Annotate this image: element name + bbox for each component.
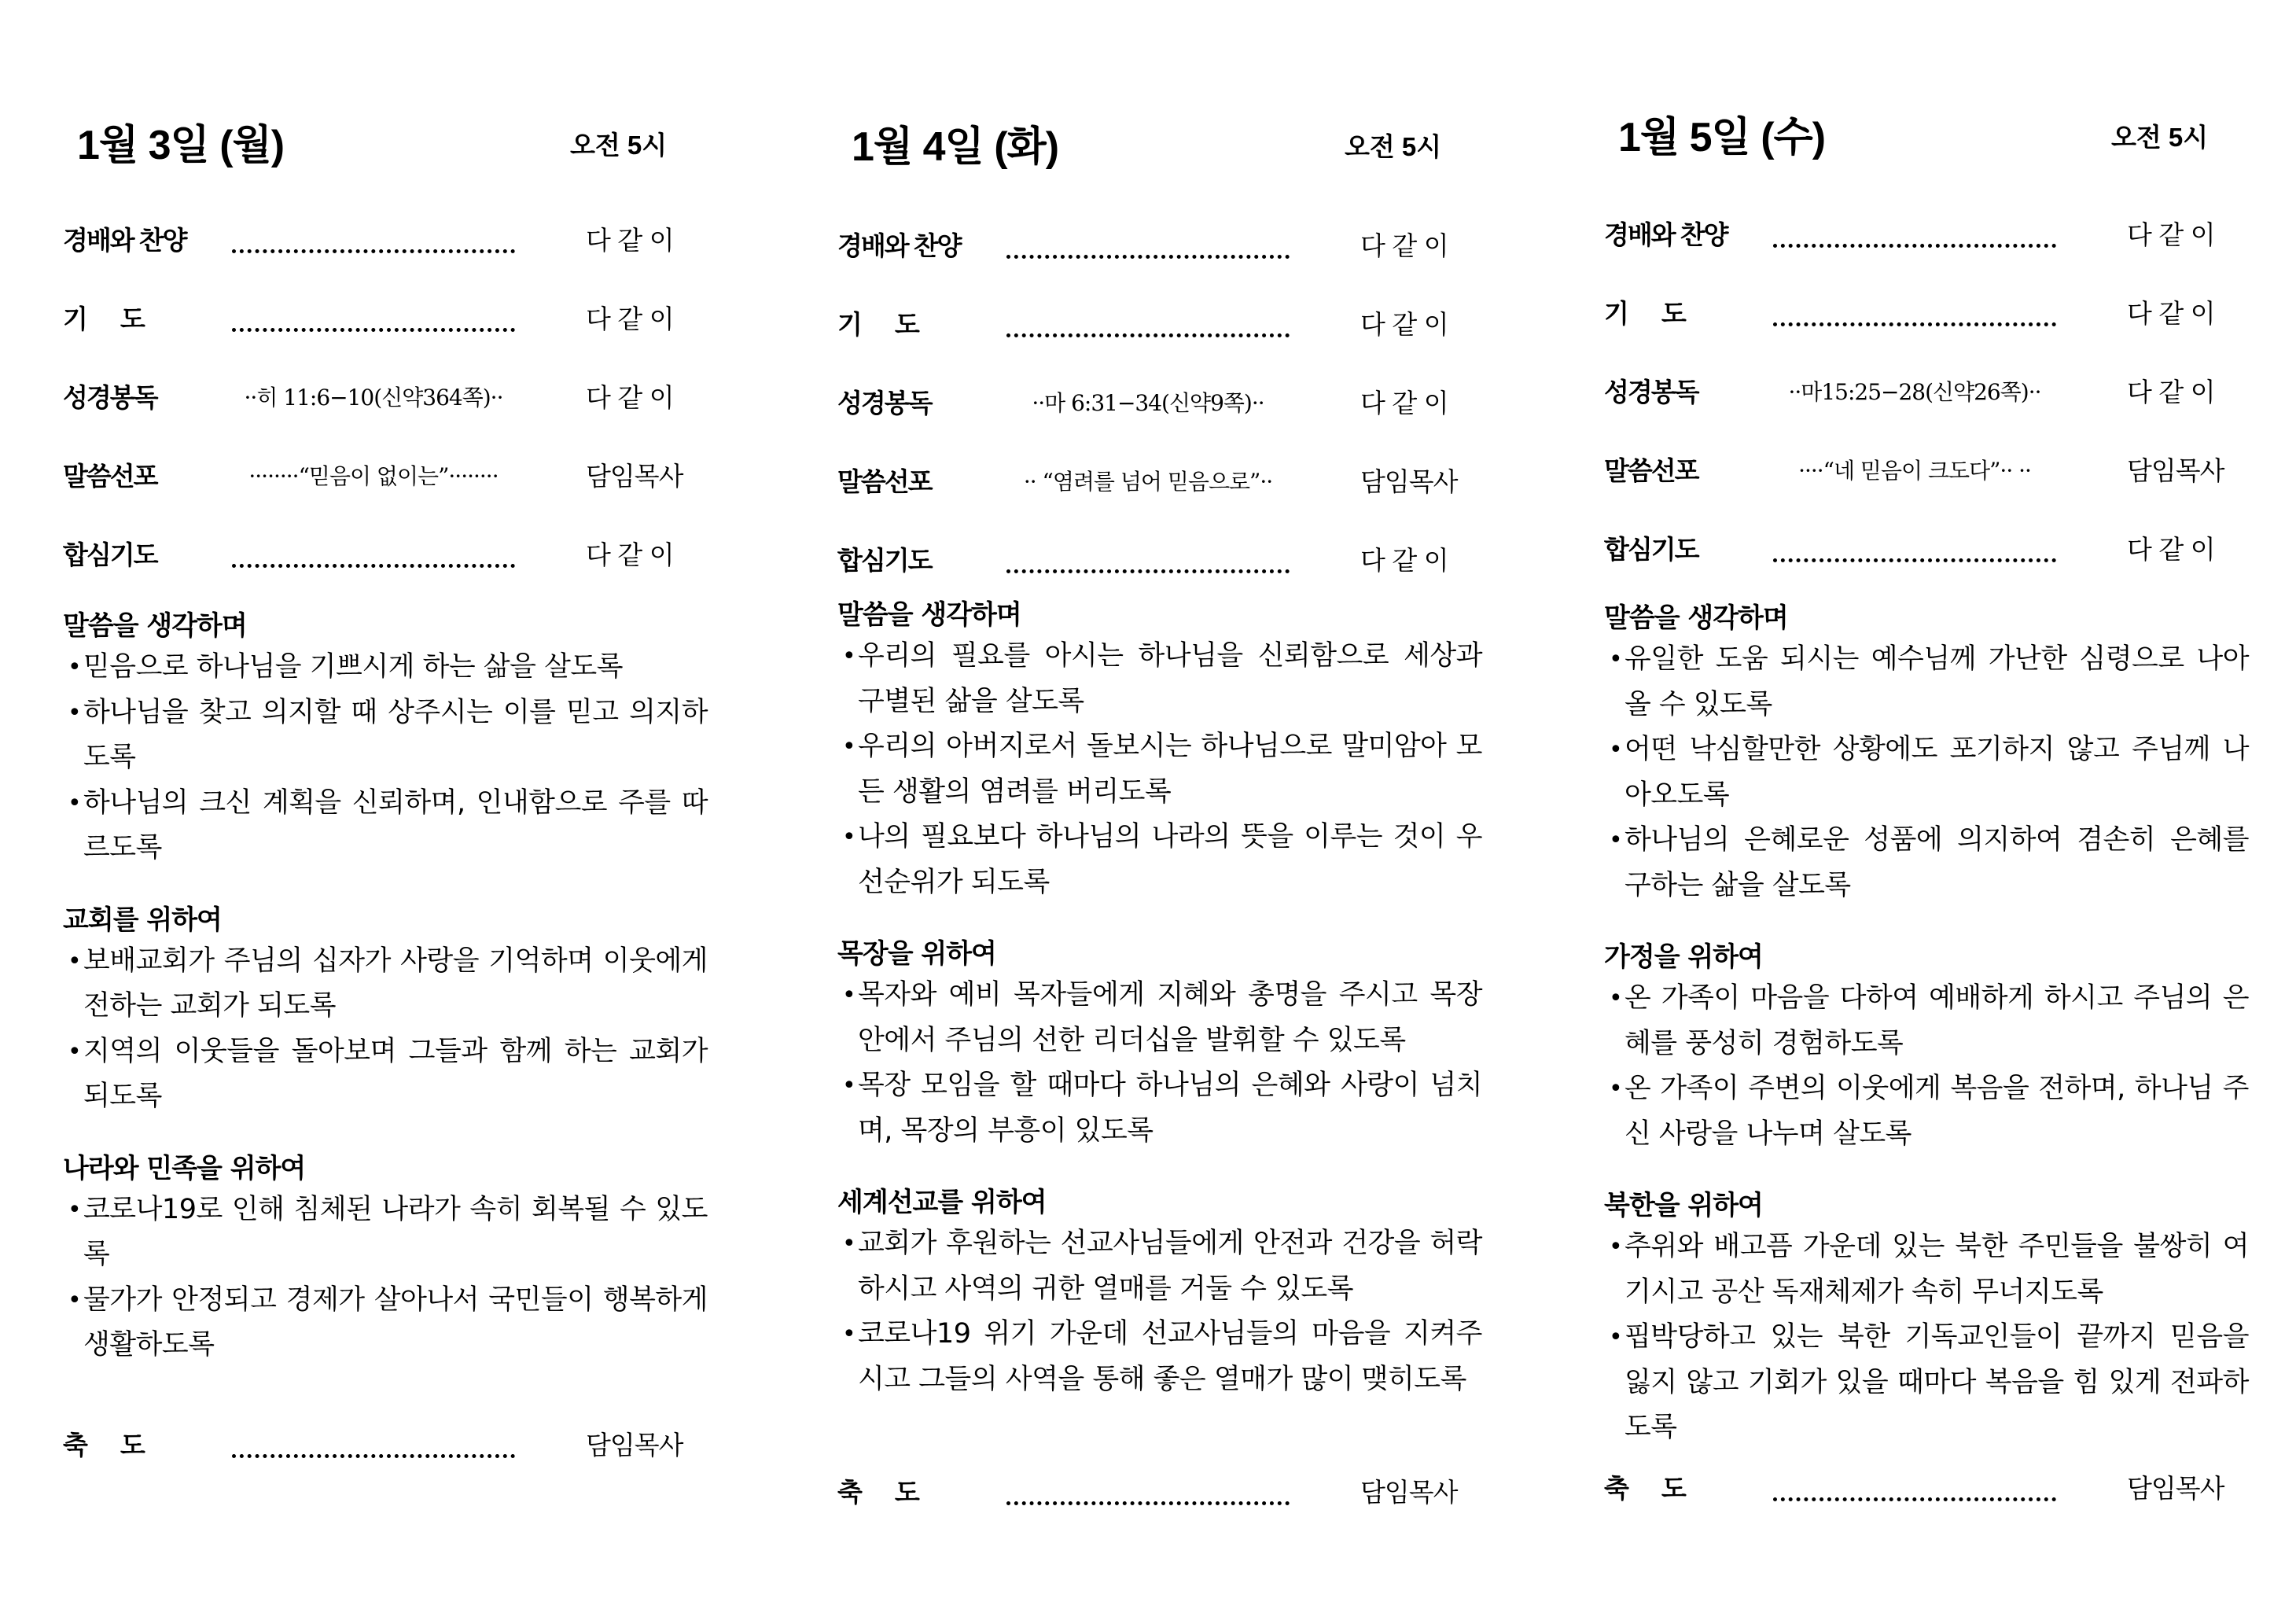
order-row-prayer (63, 301, 708, 380)
prayer-item: • 온 가족이 마음을 다하여 예배하게 하시고 주님의 은혜를 풍성히 경험하도록 (1604, 976, 2249, 1066)
bullet-icon: • (842, 643, 856, 670)
prayer-item: • 코로나19로 인해 침체된 나라가 속히 회복될 수 있도록 (63, 1188, 708, 1278)
day-title: 1월 5일 (수) (1618, 115, 1826, 160)
order-leader-name: 다 같 이 (2127, 534, 2215, 565)
order-leader-name: 다 같 이 (586, 225, 674, 256)
bullet-icon: • (68, 698, 82, 727)
section-family (1604, 938, 2249, 1157)
order-leader-name: 다 같 이 (2127, 219, 2215, 250)
service-time: 오전 5시 (2111, 123, 2209, 152)
section-title: 세계선교를 위하여 (837, 1187, 1047, 1218)
prayer-item: • 하나님의 크신 계획을 신뢰하며, 인내함으로 주를 따르도록 (63, 781, 708, 871)
worship-order (63, 223, 708, 616)
prayer-item: • 물가가 안정되고 경제가 살아나서 국민들이 행복하게 생활하도록 (63, 1278, 708, 1368)
service-time: 오전 5시 (1345, 132, 1442, 161)
order-leader-name: 다 같 이 (586, 539, 674, 570)
order-row-prayer (837, 307, 1482, 385)
order-row-scripture (63, 380, 708, 458)
order-leader-name: 담임목사 (2127, 1473, 2224, 1504)
order-row-scripture (1604, 374, 2249, 453)
order-label: 합심기도 (1604, 535, 1698, 564)
prayer-item: • 핍박당하고 있는 북한 기독교인들이 끝까지 믿음을 잃지 않고 기회가 있을 때마다 복음을 힘 있게 전파하도록 (1604, 1315, 2249, 1451)
order-leader-name: 다 같 이 (1360, 309, 1448, 340)
sermon-title: ·· “염려를 넘어 믿음으로”·· (1023, 469, 1273, 495)
sermon-title: ····“네 믿음이 크도다”·· ·· (1798, 458, 2031, 484)
order-label: 성경봉독 (837, 389, 932, 418)
order-label: 경배와 찬양 (837, 231, 961, 260)
prayer-sections (1604, 599, 2249, 1481)
order-row-worship (63, 223, 708, 301)
bullet-icon: • (1609, 1075, 1623, 1103)
section-meditation (837, 596, 1482, 905)
bullet-icon: • (842, 1320, 856, 1348)
bullet-icon: • (68, 1195, 82, 1224)
order-label: 말씀선포 (1604, 456, 1698, 485)
order-label: 기 도 (63, 304, 144, 333)
bullet-icon: • (68, 947, 82, 975)
section-cell-group (837, 935, 1482, 1154)
order-row-scripture (837, 385, 1482, 464)
prayer-item: • 코로나19 위기 가운데 선교사님들의 마음을 지켜주시고 그들의 사역을 통해 좋은 열매가 많이 맺히도록 (837, 1312, 1482, 1402)
day-header (1604, 110, 2249, 165)
scripture-reference: ··히 11:6−10(신약364쪽)·· (244, 385, 503, 411)
dotted-leader (1006, 549, 1290, 573)
bullet-icon: • (68, 654, 82, 681)
prayer-item: • 교회가 후원하는 선교사님들에게 안전과 건강을 허락하시고 사역의 귀한 열매를 거둘 수 있도록 (837, 1221, 1482, 1312)
order-label: 말씀선포 (837, 467, 932, 496)
order-label: 경배와 찬양 (63, 226, 186, 255)
section-title: 나라와 민족을 위하여 (63, 1152, 306, 1184)
order-leader-name: 다 같 이 (1360, 388, 1448, 418)
order-label: 축 도 (63, 1431, 144, 1460)
section-meditation (1604, 599, 2249, 908)
order-row-sermon (63, 458, 708, 537)
order-row-prayer (1604, 296, 2249, 374)
section-title: 가정을 위하여 (1604, 941, 1763, 973)
scripture-reference: ··마 6:31−34(신약9쪽)·· (1032, 390, 1264, 416)
order-row-worship (837, 228, 1482, 307)
order-label: 기 도 (1604, 299, 1685, 328)
worship-order (837, 228, 1482, 621)
prayer-item: • 지역의 이웃들을 돌아보며 그들과 함께 하는 교회가 되도록 (63, 1029, 708, 1120)
prayer-item: • 우리의 아버지로서 돌보시는 하나님으로 말미암아 모든 생활의 염려를 버리도록 (837, 724, 1482, 815)
order-label: 성경봉독 (63, 383, 157, 412)
bullet-icon: • (842, 1230, 856, 1258)
dotted-leader (1006, 313, 1290, 337)
section-title: 말씀을 생각하며 (1604, 602, 1788, 634)
section-meditation (63, 607, 708, 871)
service-time: 오전 5시 (570, 131, 668, 160)
order-label: 말씀선포 (63, 462, 157, 491)
bullet-icon: • (842, 981, 856, 1009)
order-row-group-prayer (63, 537, 708, 616)
order-row-benediction (1604, 1471, 2249, 1510)
bullet-icon: • (1609, 1324, 1623, 1351)
order-label: 축 도 (1604, 1474, 1685, 1503)
prayer-item: • 온 가족이 주변의 이웃에게 복음을 전하며, 하나님 주신 사랑을 나누며 살도록 (1604, 1066, 2249, 1157)
order-leader-name: 담임목사 (586, 461, 683, 492)
prayer-item: • 믿음으로 하나님을 기쁘시게 하는 삶을 살도록 (63, 645, 708, 690)
dotted-leader (1773, 223, 2056, 248)
day-header (837, 120, 1482, 175)
order-leader-name: 다 같 이 (1360, 230, 1448, 261)
sermon-title: ········“믿음이 없이는”········ (248, 463, 499, 489)
bullet-icon: • (1609, 985, 1623, 1012)
prayer-item: • 목자와 예비 목자들에게 지혜와 총명을 주시고 목장 안에서 주님의 선한 리더십을 발휘할 수 있도록 (837, 973, 1482, 1063)
dotted-leader (232, 543, 515, 568)
bullet-icon: • (842, 733, 856, 760)
order-label: 성경봉독 (1604, 377, 1698, 407)
section-title: 교회를 위하여 (63, 904, 222, 936)
bullet-icon: • (1609, 646, 1623, 673)
order-leader-name: 담임목사 (2127, 455, 2224, 486)
dotted-leader (1006, 1481, 1290, 1505)
order-row-sermon (837, 464, 1482, 543)
prayer-item: • 목장 모임을 할 때마다 하나님의 은혜와 사랑이 넘치며, 목장의 부흥이 있도록 (837, 1063, 1482, 1154)
section-church (63, 901, 708, 1120)
order-leader-name: 다 같 이 (2127, 377, 2215, 407)
order-leader-name: 다 같 이 (586, 382, 674, 413)
order-label: 기 도 (837, 310, 918, 339)
bullet-icon: • (842, 1072, 856, 1099)
order-label: 축 도 (837, 1478, 918, 1507)
day-title: 1월 3일 (월) (77, 123, 285, 168)
bullet-icon: • (1609, 1233, 1623, 1261)
section-nation (63, 1150, 708, 1368)
prayer-sections (837, 596, 1482, 1432)
bullet-icon: • (68, 789, 82, 817)
prayer-item: • 어떤 낙심할만한 상황에도 포기하지 않고 주님께 나아오도록 (1604, 727, 2249, 818)
bullet-icon: • (68, 1037, 82, 1066)
bullet-icon: • (1609, 736, 1623, 764)
dotted-leader (1773, 1477, 2056, 1501)
order-leader-name: 담임목사 (586, 1430, 683, 1460)
prayer-item: • 하나님을 찾고 의지할 때 상주시는 이를 믿고 의지하도록 (63, 690, 708, 781)
order-label: 합심기도 (837, 546, 932, 575)
day-header (63, 118, 708, 173)
section-title: 말씀을 생각하며 (63, 610, 247, 642)
bullet-icon: • (842, 823, 856, 851)
order-row-benediction (63, 1427, 708, 1467)
dotted-leader (1773, 302, 2056, 326)
order-row-benediction (837, 1475, 1482, 1514)
order-row-sermon (1604, 453, 2249, 532)
day-column-jan-4 (837, 0, 1482, 1624)
order-leader-name: 담임목사 (1360, 466, 1458, 497)
order-row-worship (1604, 217, 2249, 296)
order-leader-name: 담임목사 (1360, 1477, 1458, 1508)
dotted-leader (232, 307, 515, 332)
dotted-leader (232, 229, 515, 253)
day-column-jan-3 (63, 0, 708, 1624)
bullet-icon: • (1609, 827, 1623, 854)
bullet-icon: • (68, 1286, 82, 1314)
prayer-sections (63, 607, 708, 1398)
prayer-item: • 유일한 도움 되시는 예수님께 가난한 심령으로 나아올 수 있도록 (1604, 637, 2249, 727)
scripture-reference: ··마15:25−28(신약26쪽)·· (1788, 379, 2041, 405)
order-row-group-prayer (1604, 532, 2249, 610)
order-label: 경배와 찬양 (1604, 220, 1728, 249)
order-leader-name: 다 같 이 (1360, 545, 1448, 576)
dotted-leader (1773, 538, 2056, 562)
section-title: 북한을 위하여 (1604, 1190, 1763, 1221)
dotted-leader (1006, 234, 1290, 259)
section-north-korea (1604, 1187, 2249, 1451)
prayer-item: • 나의 필요보다 하나님의 나라의 뜻을 이루는 것이 우선순위가 되도록 (837, 815, 1482, 905)
day-title: 1월 4일 (화) (852, 124, 1059, 170)
section-world-missions (837, 1184, 1482, 1402)
order-leader-name: 다 같 이 (2127, 298, 2215, 329)
section-title: 목장을 위하여 (837, 938, 996, 970)
prayer-item: • 우리의 필요를 아시는 하나님을 신뢰함으로 세상과 구별된 삶을 살도록 (837, 634, 1482, 724)
prayer-item: • 하나님의 은혜로운 성품에 의지하여 겸손히 은혜를 구하는 삶을 살도록 (1604, 818, 2249, 908)
worship-order (1604, 217, 2249, 610)
order-label: 합심기도 (63, 540, 157, 569)
day-column-jan-5 (1604, 0, 2249, 1624)
prayer-item: • 추위와 배고픔 가운데 있는 북한 주민들을 불쌍히 여기시고 공산 독재체제가 속히 무너지도록 (1604, 1224, 2249, 1315)
section-title: 말씀을 생각하며 (837, 599, 1021, 631)
prayer-item: • 보배교회가 주님의 십자가 사랑을 기억하며 이웃에게 전하는 교회가 되도록 (63, 939, 708, 1029)
order-leader-name: 다 같 이 (586, 304, 674, 334)
dotted-leader (232, 1434, 515, 1458)
